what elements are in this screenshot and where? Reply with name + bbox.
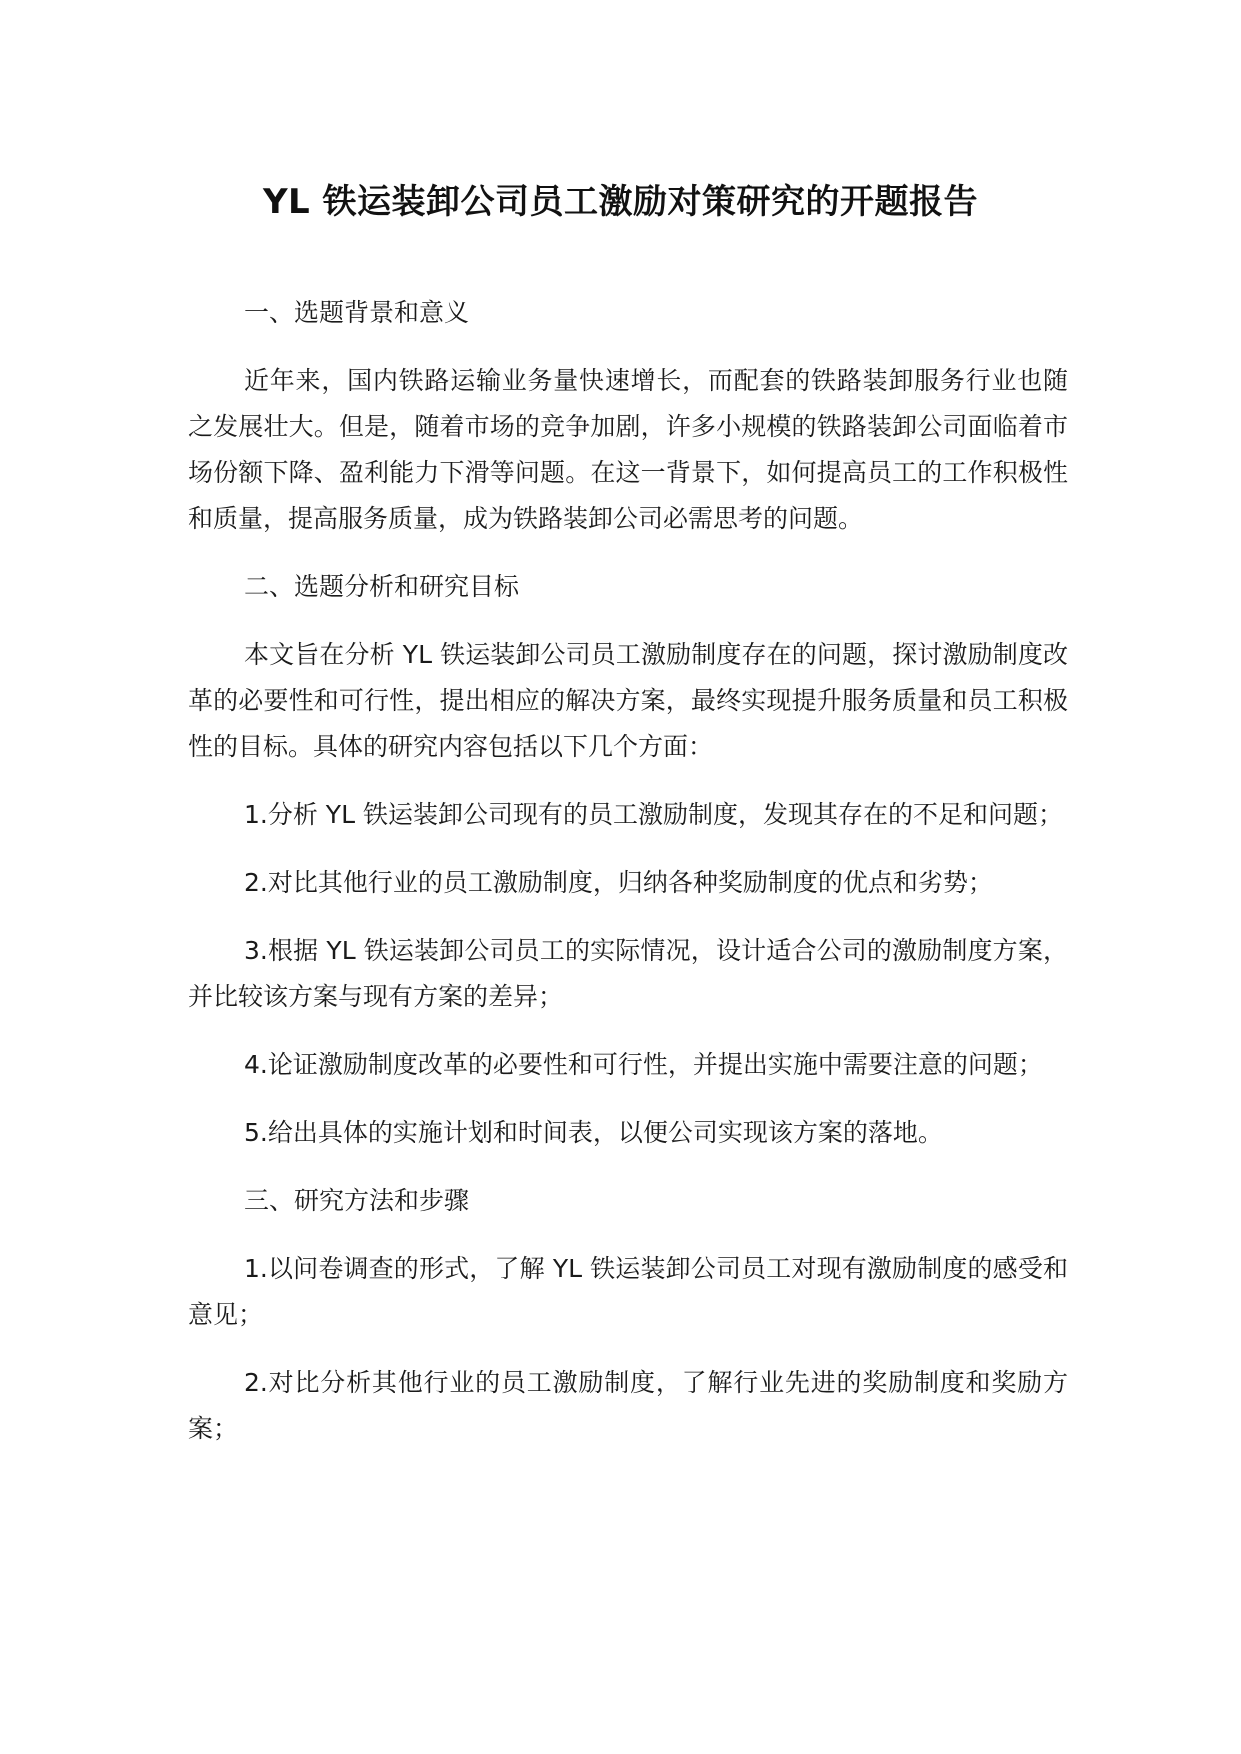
paragraph-objectives: 本文旨在分析 YL 铁运装卸公司员工激励制度存在的问题，探讨激励制度改革的必要性和可行性，提出相应的解决方案，最终实现提升服务质量和员工积极性的目标。具体的研究内容包括以下几个方面： xyxy=(188,640,1068,761)
section-heading-objectives: 二、选题分析和研究目标 xyxy=(244,572,520,601)
list-item: 2.对比其他行业的员工激励制度，归纳各种奖励制度的优点和劣势； xyxy=(244,868,993,897)
list-item: 1.以问卷调查的形式，了解 YL 铁运装卸公司员工对现有激励制度的感受和意见； xyxy=(188,1254,1068,1329)
list-item: 1.分析 YL 铁运装卸公司现有的员工激励制度，发现其存在的不足和问题； xyxy=(244,800,1063,829)
paragraph-background: 近年来，国内铁路运输业务量快速增长，而配套的铁路装卸服务行业也随之发展壮大。但是，随着市场的竞争加剧，许多小规模的铁路装卸公司面临着市场份额下降、盈利能力下滑等问题。在这一背景下，如何提高员工的工作积极性和质量，提高服务质量，成为铁路装卸公司必需思考的问题。 xyxy=(188,366,1068,533)
document-title: YL 铁运装卸公司员工激励对策研究的开题报告 xyxy=(262,182,979,222)
section-heading-methods: 三、研究方法和步骤 xyxy=(244,1186,470,1215)
list-item: 3.根据 YL 铁运装卸公司员工的实际情况，设计适合公司的激励制度方案，并比较该方案与现有方案的差异； xyxy=(188,936,1068,1011)
list-item: 2.对比分析其他行业的员工激励制度，了解行业先进的奖励制度和奖励方案； xyxy=(188,1368,1068,1443)
section-heading-background: 一、选题背景和意义 xyxy=(244,298,470,327)
list-item: 5.给出具体的实施计划和时间表，以便公司实现该方案的落地。 xyxy=(244,1118,943,1147)
list-item: 4.论证激励制度改革的必要性和可行性，并提出实施中需要注意的问题； xyxy=(244,1050,1043,1079)
document-body xyxy=(188,290,1068,1474)
